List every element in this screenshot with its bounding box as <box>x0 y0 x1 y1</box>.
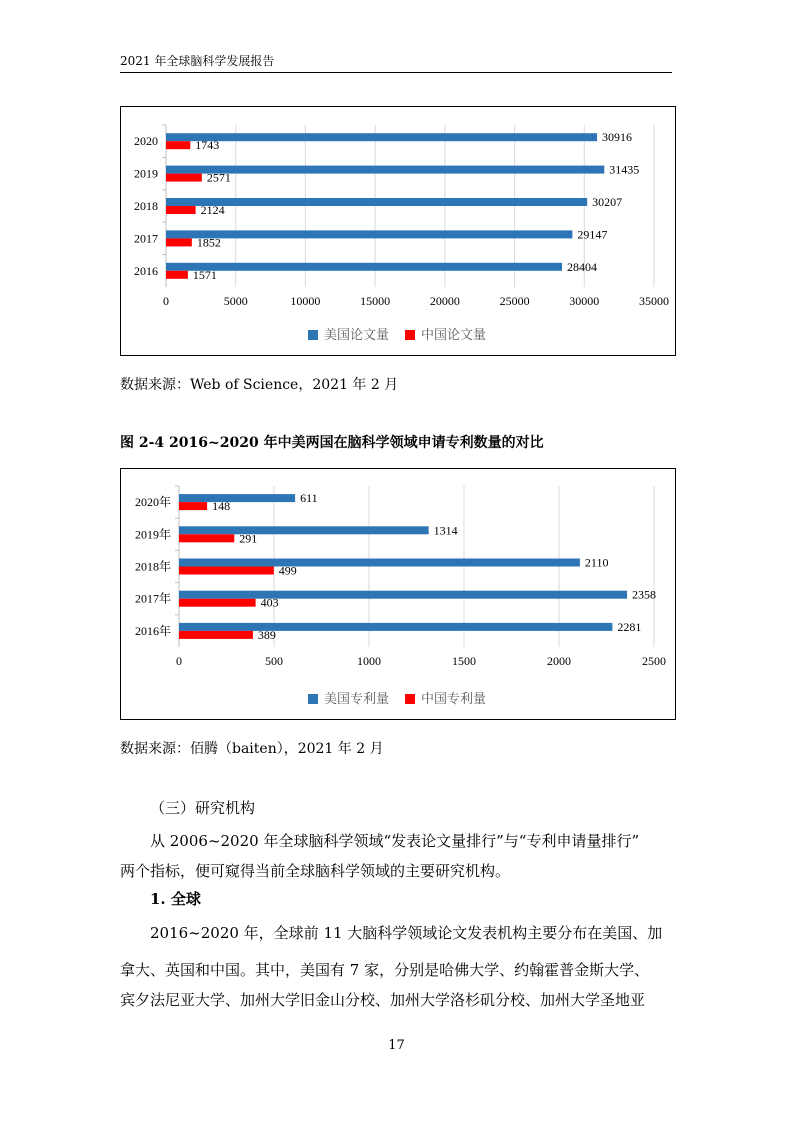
patents-data-label: 2281 <box>617 619 642 634</box>
papers-x-tick-label: 10000 <box>290 294 321 308</box>
papers-legend-label: 中国论文量 <box>421 328 487 343</box>
body-line-1: 2016~2020 年，全球前 11 大脑科学领域论文发表机构主要分布在美国、加 <box>150 924 663 942</box>
papers-x-tick-label: 0 <box>163 294 169 308</box>
patents-x-tick-label: 2500 <box>642 654 666 668</box>
papers-x-tick-label: 25000 <box>499 294 530 308</box>
patents-data-label: 389 <box>257 627 276 642</box>
patents-data-label: 1314 <box>433 523 458 538</box>
page-header: 2021 年全球脑科学发展报告 <box>120 54 275 68</box>
patents-legend-label: 美国专利量 <box>324 692 390 707</box>
papers-x-tick-label: 30000 <box>569 294 600 308</box>
patents-category-label: 2020年 <box>134 495 171 510</box>
papers-bar-cn <box>166 271 188 279</box>
papers-legend-label: 美国论文量 <box>324 328 390 343</box>
papers-bar-us <box>166 133 597 141</box>
patents-data-label: 403 <box>260 595 279 610</box>
papers-chart-source: 数据来源：Web of Science，2021 年 2 月 <box>120 377 399 393</box>
patents-data-label: 499 <box>278 563 297 578</box>
patents-x-tick-label: 0 <box>176 654 182 668</box>
patents-data-label: 2358 <box>632 587 657 602</box>
patents-data-label: 148 <box>212 499 231 514</box>
patents-bar-cn <box>179 599 256 607</box>
header-rule <box>120 72 672 73</box>
papers-data-label: 28404 <box>567 259 598 274</box>
patents-category-label: 2017年 <box>134 591 171 606</box>
patents-data-label: 2110 <box>584 555 609 570</box>
patents-legend-swatch-us <box>308 694 318 704</box>
papers-legend-swatch-cn <box>405 330 415 340</box>
papers-data-label: 1852 <box>196 235 221 250</box>
intro-line-2: 两个指标，便可窥得当前全球脑科学领域的主要研究机构。 <box>120 862 511 880</box>
patents-legend-swatch-cn <box>405 694 415 704</box>
papers-data-label: 29147 <box>577 227 608 242</box>
papers-bar-us <box>166 263 562 271</box>
papers-data-label: 2571 <box>206 170 231 185</box>
patents-category-label: 2019年 <box>134 527 171 542</box>
papers-bar-cn <box>166 238 192 246</box>
patents-bar-cn <box>179 567 274 575</box>
patents-x-tick-label: 2000 <box>547 654 571 668</box>
papers-category-label: 2016 <box>134 263 158 278</box>
papers-bar-us <box>166 166 604 174</box>
papers-x-tick-label: 15000 <box>360 294 391 308</box>
patents-bar-us <box>179 494 295 502</box>
papers-category-label: 2017 <box>134 231 158 246</box>
patents-data-label: 611 <box>300 491 318 506</box>
body-line-2: 拿大、英国和中国。其中，美国有 7 家，分别是哈佛大学、约翰霍普金斯大学、 <box>120 961 650 979</box>
sub-heading: 1. 全球 <box>150 890 201 908</box>
patents-chart-frame <box>120 468 676 720</box>
intro-line-1: 从 2006~2020 年全球脑科学领域“发表论文量排行”与“专利申请量排行” <box>150 832 640 850</box>
papers-data-label: 2124 <box>200 203 225 217</box>
patents-chart-source: 数据来源：佰腾（baiten），2021 年 2 月 <box>120 741 384 757</box>
patents-bar-cn <box>179 631 253 639</box>
papers-x-tick-label: 35000 <box>639 294 669 308</box>
papers-data-label: 1571 <box>192 267 217 282</box>
papers-data-label: 30207 <box>592 195 623 209</box>
papers-x-tick-label: 5000 <box>223 294 248 308</box>
papers-bar-cn <box>166 174 202 182</box>
patents-bar-cn <box>179 534 234 542</box>
papers-category-label: 2020 <box>134 134 158 149</box>
papers-chart-frame <box>120 106 676 356</box>
papers-bar-us <box>166 198 587 206</box>
patents-bar-us <box>179 591 627 599</box>
papers-data-label: 30916 <box>602 130 633 145</box>
papers-data-label: 1743 <box>195 138 220 153</box>
patents-bar-us <box>179 526 429 534</box>
patents-legend-label: 中国专利量 <box>421 692 487 707</box>
papers-legend-swatch-us <box>308 330 318 340</box>
papers-bar-cn <box>166 141 190 149</box>
papers-bar-us <box>166 230 572 238</box>
patents-chart <box>121 469 675 719</box>
patents-x-tick-label: 1000 <box>357 654 381 668</box>
patents-category-label: 2018年 <box>134 559 171 574</box>
patents-bar-cn <box>179 502 207 510</box>
papers-x-tick-label: 20000 <box>429 294 460 308</box>
patents-x-tick-label: 1500 <box>452 654 476 668</box>
papers-category-label: 2018 <box>134 199 158 213</box>
figure-title: 图 2-4 2016~2020 年中美两国在脑科学领域申请专利数量的对比 <box>120 435 544 451</box>
patents-data-label: 291 <box>239 531 258 546</box>
patents-bar-us <box>179 559 580 567</box>
patents-category-label: 2016年 <box>134 623 171 638</box>
papers-bar-cn <box>166 206 196 214</box>
patents-bar-us <box>179 623 612 631</box>
papers-data-label: 31435 <box>609 162 640 177</box>
papers-chart <box>121 107 675 355</box>
body-line-3: 宾夕法尼亚大学、加州大学旧金山分校、加州大学洛杉矶分校、加州大学圣地亚 <box>120 991 646 1009</box>
patents-x-tick-label: 500 <box>265 654 283 668</box>
section-heading: （三）研究机构 <box>150 799 256 817</box>
page-number: 17 <box>388 1038 405 1053</box>
papers-category-label: 2019 <box>134 166 158 181</box>
